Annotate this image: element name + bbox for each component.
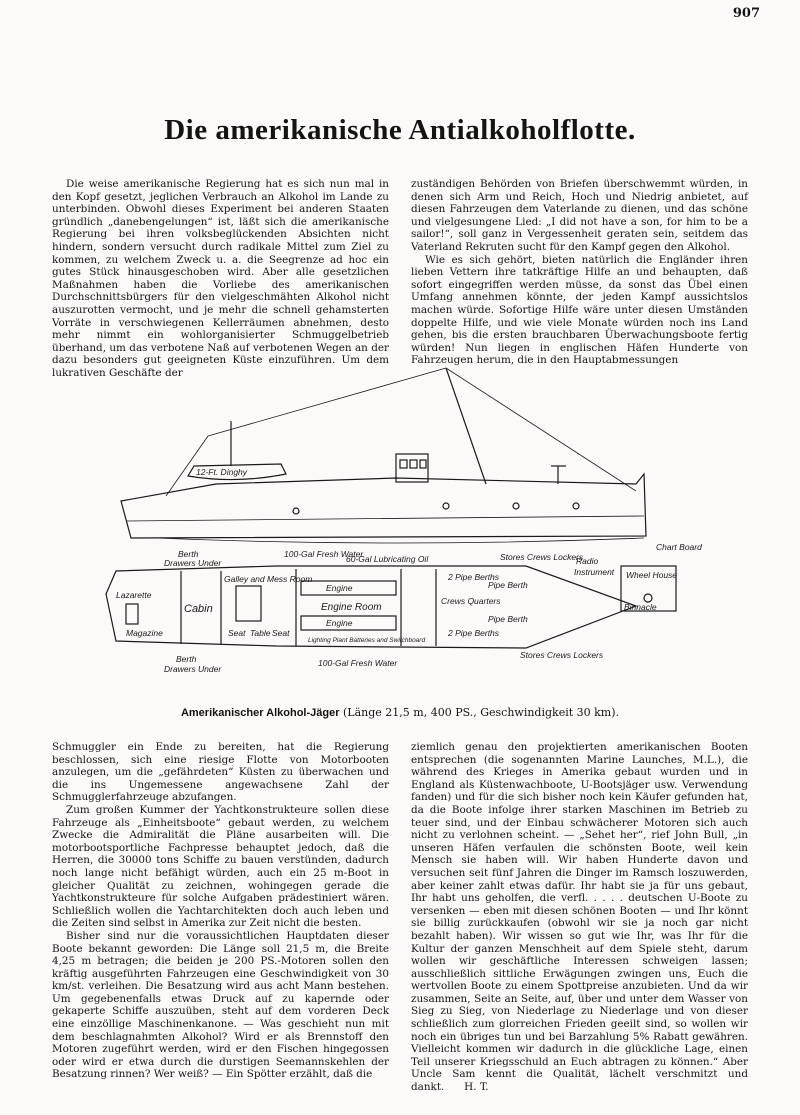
label-engine-2: Engine bbox=[326, 618, 353, 628]
paragraph: Bisher sind nur die voraussichtlichen Hauptdaten dieser Boote bekannt geworden: Die Länge soll 21,5 m, die Breite 4,25 m betragen; die beiden je 200 PS.-Motoren sollen den kräftig ausgeführten Fahrzeugen eine Geschwindigkeit von 30 km/st. verleihen. Die Besatzung wird aus acht Mann bestehen. Um gegebenenfalls etwas Druck auf zu kapernde oder gekaperte Schiffe auszuüben, steht auf dem vorderen Deck eine einzöllige Maschinenkanone. — Was geschieht nun mit dem beschlagnahmten Alkohol? Wird er als Brennstoff den Motoren zugeführt werden, wird er den Fischen hingegossen oder wird er etwa durch die durstigen Seemannskehlen der Besatzung rinnen? Wer weiß? — Ein Spötter erzählt, daß die bbox=[52, 929, 389, 1081]
porthole-shape bbox=[293, 508, 299, 514]
magazine-shape bbox=[126, 604, 138, 624]
label-berth-bottom: Berth bbox=[176, 654, 197, 664]
label-drawers-bottom: Drawers Under bbox=[164, 664, 222, 674]
top-right-column bbox=[411, 178, 748, 380]
label-pipe-berth-2: Pipe Berth bbox=[488, 580, 528, 590]
label-stores-top: Stores Crews Lockers bbox=[500, 552, 584, 562]
label-lubricating-oil: 60-Gal Lubricating Oil bbox=[346, 554, 429, 564]
window-shape bbox=[410, 460, 417, 468]
label-fresh-water-top: 100-Gal Fresh Water bbox=[284, 549, 364, 559]
top-text-columns bbox=[52, 178, 748, 380]
window-shape bbox=[420, 460, 426, 468]
label-lighting-plant: Lighting Plant Batteries and Switchboard bbox=[308, 637, 426, 644]
label-pipe-berths-4: 2 Pipe Berths bbox=[448, 628, 500, 638]
mast-line bbox=[446, 368, 486, 484]
label-pipe-berth-3: Pipe Berth bbox=[488, 614, 528, 624]
label-seat-1: Seat bbox=[228, 628, 246, 638]
porthole-shape bbox=[443, 503, 449, 509]
paragraph-text: ziemlich genau den projektierten amerikanischen Booten entsprechen (die sogenannten Marine Launches, M.L.), die während des Krieges in Amerika gebaut wurden und in England als Küstenwachboote, U-Bootsjäger usw. Verwendung fanden) und für die sich bisher noch kein Käufer gefunden hat, da die Boote infolge ihrer starken Maschinen im Betrieb zu teuer sind, und der Einbau schwächerer Motoren sich auch nicht zu verlohnen scheint. — „Sehet her“, rief John Bull, „in unseren Häfen verfaulen die schönsten Boote, weil kein Mensch sie haben will. Wir haben Hunderte davon und versuchen seit fünf Jahren die Dinger im Ramsch loszuwerden, aber keiner zahlt etwas dafür. Ihr habt sie ja für uns gebaut, Ihr habt uns geholfen, die verfl. . . . . deutschen U-Boote zu versenken — eben mit diesen schönen Booten — und Ihr könnt sie billig zurückkaufen (obwohl wir sie ja noch gar nicht bezahlt haben). Wir wissen so gut wie Ihr, was Ihr für die Kultur der ganzen Menschheit auf dem Spiele steht, darum wollen wir geschäftliche Interessen schweigen lassen; ausschließlich sittliche Erwägungen zwingen uns, Euch die wertvollen Boote zu einem Spottpreise anzubieten. Und da wir zusammen, Seite an Seite, auf, über und unter dem Wasser von Sieg zu Sieg, von Niederlage zu Niederlage und von dieser schließlich zum glorreichen Frieden geeilt sind, so wollen wir noch ein übriges tun und bei Barzahlung 5% Rabatt gewähren. Vielleicht kommen wir dadurch in die glückliche Lage, einen Teil unserer Kriegsschuld an Euch abtragen zu können.“ Aber Uncle Sam kennt die Qualität, lächelt verschmitzt und dankt. bbox=[411, 741, 748, 1094]
porthole-shape bbox=[513, 503, 519, 509]
rigging-line bbox=[446, 368, 636, 491]
label-cabin: Cabin bbox=[184, 603, 213, 615]
paragraph: Schmuggler ein Ende zu bereiten, hat die Regierung beschlossen, sich eine riesige Flotte von Motorbooten anzulegen, um die „gefährdeten“ Küsten zu überwachen und die ins Ungemessene angewachsene Zahl der Schmugglerfahrzeuge abzufangen. bbox=[52, 741, 389, 804]
paragraph: Wie es sich gehört, bieten natürlich die Engländer ihren lieben Vettern ihre tatkräftige Hilfe an und behaupten, daß sofort eingegriffen werden müsse, da sonst das Übel einen Umfang annehmen könnte, der jeden Kampf aussichtslos machen würde. Sofortige Hilfe wäre unter diesen Umständen doppelte Hilfe, und wie viele Monate würden noch ins Land gehen, bis die ersten brauchbaren Überwachungsboote fertig würden! Nun liegen in englischen Häfen Hunderte von Fahrzeugen herum, die in den Hauptabmessungen bbox=[411, 253, 748, 367]
table-shape bbox=[236, 586, 261, 621]
binnacle-shape bbox=[644, 594, 652, 602]
bottom-text-columns bbox=[52, 741, 748, 1094]
label-instrument: Instrument bbox=[574, 567, 615, 577]
author-signature: H. T. bbox=[464, 1081, 489, 1094]
bottom-right-column bbox=[411, 741, 748, 1094]
label-magazine: Magazine bbox=[126, 628, 163, 638]
label-engine-room: Engine Room bbox=[321, 602, 382, 613]
paragraph: Die weise amerikanische Regierung hat es sich nun mal in den Kopf gesetzt, jeglichen Verbrauch an Alkohol im Lande zu unterbinden. Obwohl dieses Experiment bei anderen Staaten gründlich „danebengelungen“ ist, läßt sich die amerikanische Regierung bei ihren volksbeglückenden Absichten nicht hindern, sondern versucht durch radikale Mittel zum Ziel zu kommen, zu welchem Zweck u. a. die Seegrenze ad hoc ein gutes Stück hinausgeschoben wird. Aber alle gesetzlichen Maßnahmen haben die Vorliebe des amerikanischen Durchschnittsbürgers für den vielgeschmähten Alkohol nicht auszurotten vermocht, und je mehr die schnell gehamsterten Vorräte in verschwiegenen Kellerräumen abnehmen, desto mehr nimmt ein wohlorganisierter Schmuggelbetrieb überhand, um das verbotene Naß auf verbotenen Wegen an der dazu besonders gut geeigneten Küste einzuführen. Um dem lukrativen Geschäfte der bbox=[52, 178, 389, 379]
paragraph: zuständigen Behörden von Briefen überschwemmt würden, in denen sich Arm und Reich, Hoch und Niedrig anbietet, auf diesen Fahrzeugen dem Vaterlande zu dienen, und das schöne und vielgesungene Lied: „I did not have a son, for him to be a sailor!“, soll ganz in Vergessenheit geraten sein, seitdem das Vaterland Rekruten sucht für den Kampf gegen den Alkohol. bbox=[411, 178, 748, 253]
porthole-shape bbox=[573, 503, 579, 509]
label-lazarette: Lazarette bbox=[116, 590, 152, 600]
boat-drawing-svg bbox=[96, 366, 716, 706]
paragraph bbox=[411, 741, 748, 1094]
label-chart-board: Chart Board bbox=[656, 542, 702, 552]
caption-title: Amerikanischer Alkohol-Jäger bbox=[180, 707, 340, 719]
window-shape bbox=[400, 460, 407, 468]
label-pipe-berths-1: 2 Pipe Berths bbox=[448, 572, 500, 582]
article-title: Die amerikanische Antialkoholflotte. bbox=[164, 114, 636, 146]
label-berth-top: Berth bbox=[178, 549, 199, 559]
sheer-line bbox=[126, 516, 644, 521]
label-galley: Galley and Mess Room bbox=[224, 574, 313, 584]
top-left-column bbox=[52, 178, 389, 380]
caption-details: (Länge 21,5 m, 400 PS., Geschwindigkeit 30 km). bbox=[339, 706, 620, 719]
figure-caption bbox=[0, 706, 800, 719]
rigging-line bbox=[208, 368, 446, 436]
label-seat-2: Seat bbox=[272, 628, 290, 638]
bottom-left-column bbox=[52, 741, 389, 1094]
label-radio: Radio bbox=[576, 556, 599, 566]
label-crews-quarters: Crews Quarters bbox=[441, 596, 501, 606]
label-drawers-top: Drawers Under bbox=[164, 558, 222, 568]
paragraph: Zum großen Kummer der Yachtkonstrukteure sollen diese Fahrzeuge als „Einheitsboote“ gebaut werden, zu welchem Zwecke die Admiralität die Pläne ausarbeiten will. Die motorbootsportliche Fachpresse behauptet jedoch, daß die Herren, die 30000 tons Schiffe zu bauen verstünden, dadurch noch lange nicht befähigt würden, auch ein 25 m-Boot in gleicher Qualität zu zeichnen, wohingegen gerade die Yachtkonstrukteure für solche Aufgaben prädestiniert wären. Schließlich wollen die Yachtarchitekten doch auch leben und die Zeiten sind selbst in Amerika zur Zeit nicht die besten. bbox=[52, 803, 389, 930]
label-dinghy: 12-Ft. Dinghy bbox=[196, 467, 248, 477]
page-number: 907 bbox=[732, 6, 760, 21]
label-stores-bottom: Stores Crews Lockers bbox=[520, 650, 604, 660]
label-fresh-water-bottom: 100-Gal Fresh Water bbox=[318, 658, 398, 668]
boat-drawing bbox=[96, 366, 716, 706]
label-binnacle: Binnacle bbox=[624, 602, 657, 612]
hull-outline bbox=[121, 474, 646, 538]
label-table: Table bbox=[250, 628, 271, 638]
label-engine-1: Engine bbox=[326, 583, 353, 593]
waterline bbox=[156, 538, 644, 543]
label-wheel-house: Wheel House bbox=[626, 570, 678, 580]
